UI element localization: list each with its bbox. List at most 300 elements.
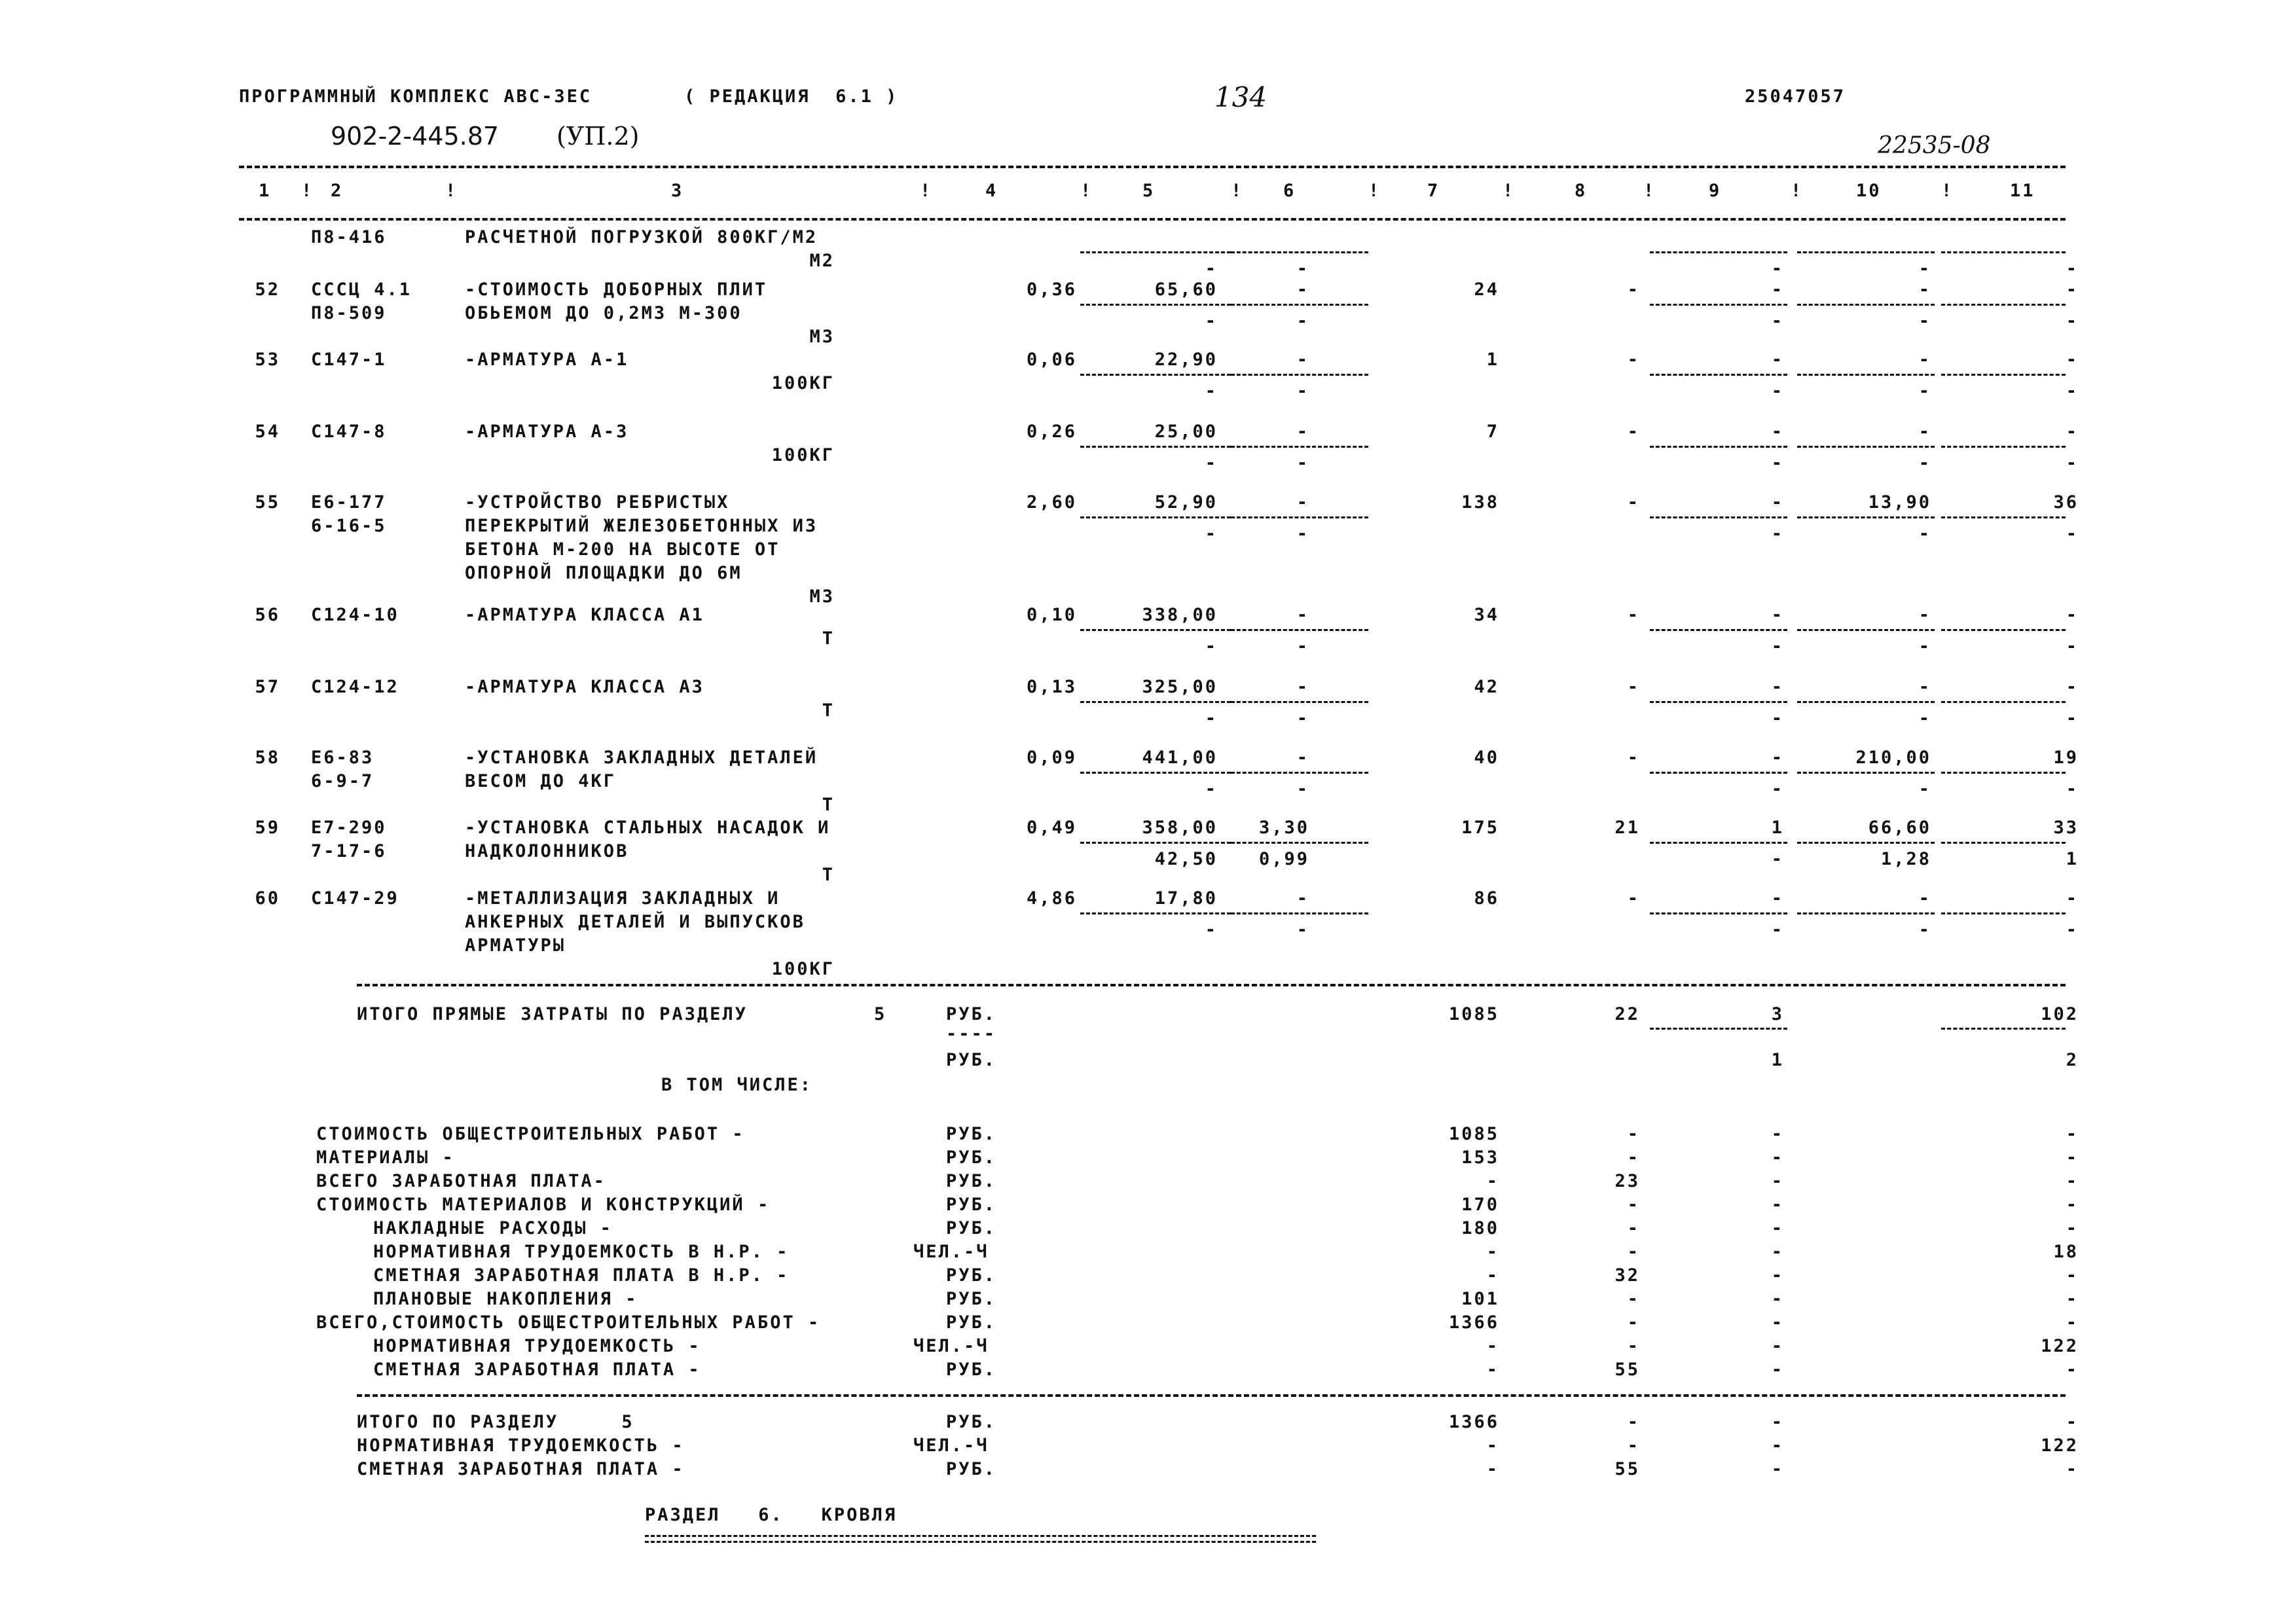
summary-label: НАКЛАДНЫЕ РАСХОДЫ - bbox=[373, 1218, 613, 1238]
row-number: 59 bbox=[255, 818, 280, 838]
total-machines: - bbox=[1771, 280, 1784, 300]
total-machines: - bbox=[1771, 492, 1784, 513]
cell-divider bbox=[1080, 304, 1231, 306]
section-total-unit: ЧЕЛ.-Ч bbox=[913, 1435, 989, 1456]
column-header-10: 10 bbox=[1856, 181, 1882, 201]
unit-price-wages: - bbox=[1205, 259, 1218, 279]
labor-total: 19 bbox=[2053, 748, 2079, 768]
labor-per-unit: - bbox=[1918, 422, 1931, 442]
cell-divider bbox=[1797, 772, 1935, 774]
work-description: -МЕТАЛЛИЗАЦИЯ ЗАКЛАДНЫХ И bbox=[465, 888, 780, 909]
summary-labor: - bbox=[2066, 1312, 2079, 1333]
labor-total: - bbox=[2066, 605, 2079, 625]
summary-unit: РУБ. bbox=[946, 1195, 997, 1215]
quantity: 0,49 bbox=[1026, 818, 1077, 838]
column-separator: ! bbox=[445, 181, 458, 201]
labor-per-unit: 210,00 bbox=[1855, 748, 1931, 768]
summary-unit: ЧЕЛ.-Ч bbox=[913, 1242, 989, 1262]
unit-price-machines: 3,30 bbox=[1258, 818, 1309, 838]
section-total-labor: - bbox=[2066, 1459, 2079, 1479]
norm-code: Е7-290 bbox=[311, 818, 387, 838]
cell-divider bbox=[1797, 629, 1935, 631]
summary-labor: - bbox=[2066, 1124, 2079, 1144]
summary-wages: - bbox=[1627, 1336, 1640, 1356]
quantity: 4,86 bbox=[1026, 888, 1077, 909]
total-machine-wages: - bbox=[1771, 381, 1784, 401]
cell-divider bbox=[1231, 772, 1368, 774]
program-edition: ( РЕДАКЦИЯ 6.1 ) bbox=[684, 86, 899, 107]
norm-code: С147-1 bbox=[311, 350, 387, 370]
summary-cost: 153 bbox=[1461, 1147, 1499, 1168]
summary-unit: РУБ. bbox=[946, 1265, 997, 1286]
row-number: 53 bbox=[255, 350, 280, 370]
cell-divider bbox=[1650, 251, 1787, 253]
cell-divider bbox=[1797, 304, 1935, 306]
cell-divider bbox=[1797, 701, 1935, 703]
unit-price: 25,00 bbox=[1154, 422, 1218, 442]
cell-divider bbox=[1231, 701, 1368, 703]
total-cost: 24 bbox=[1474, 280, 1499, 300]
total-cost: 1 bbox=[1486, 350, 1499, 370]
section-total-machines: - bbox=[1771, 1435, 1784, 1456]
summary-unit: РУБ. bbox=[946, 1171, 997, 1191]
total-machine-wages: - bbox=[1771, 779, 1784, 799]
summary-cost: 101 bbox=[1461, 1289, 1499, 1309]
total-machines: - bbox=[1771, 677, 1784, 697]
cell-divider bbox=[1797, 251, 1935, 253]
column-header-1: 1 bbox=[259, 181, 272, 201]
summary-cost: 180 bbox=[1461, 1218, 1499, 1238]
cell-divider bbox=[1080, 516, 1231, 518]
summary-label: ПЛАНОВЫЕ НАКОПЛЕНИЯ - bbox=[373, 1289, 638, 1309]
work-description: -УСТАНОВКА ЗАКЛАДНЫХ ДЕТАЛЕЙ bbox=[465, 748, 818, 768]
quantity: 0,36 bbox=[1026, 280, 1077, 300]
total-direct-machine-labor: 2 bbox=[2066, 1050, 2079, 1070]
cell-divider bbox=[1231, 842, 1368, 844]
cell-divider bbox=[1650, 446, 1787, 448]
cell-divider bbox=[1941, 251, 2066, 253]
summary-labor: - bbox=[2066, 1171, 2079, 1191]
unit-price-machines: - bbox=[1296, 677, 1309, 697]
norm-code: П8-416 bbox=[311, 227, 387, 247]
norm-code: С147-8 bbox=[311, 422, 387, 442]
section-total-label: ИТОГО ПО РАЗДЕЛУ 5 bbox=[357, 1412, 634, 1432]
summary-unit: ЧЕЛ.-Ч bbox=[913, 1336, 989, 1356]
section-total-unit: РУБ. bbox=[946, 1459, 997, 1479]
cell-divider bbox=[1080, 912, 1231, 914]
total-machine-wages: - bbox=[1771, 453, 1784, 473]
summary-label: СМЕТНАЯ ЗАРАБОТНАЯ ПЛАТА - bbox=[373, 1360, 701, 1380]
summary-label: ВСЕГО,СТОИМОСТЬ ОБЩЕСТРОИТЕЛЬНЫХ РАБОТ - bbox=[316, 1312, 821, 1333]
section-total-cost: - bbox=[1486, 1459, 1499, 1479]
unit-price-machines: - bbox=[1296, 280, 1309, 300]
row-number: 58 bbox=[255, 748, 280, 768]
summary-label: МАТЕРИАЛЫ - bbox=[316, 1147, 455, 1168]
norm-code: Е6-83 bbox=[311, 748, 374, 768]
norm-code: С124-12 bbox=[311, 677, 399, 697]
summary-unit: РУБ. bbox=[946, 1124, 997, 1144]
labor-total: - bbox=[2066, 888, 2079, 909]
total-machine-wages: - bbox=[1771, 524, 1784, 544]
summary-wages: - bbox=[1627, 1124, 1640, 1144]
summary-wages: - bbox=[1627, 1312, 1640, 1333]
column-separator: ! bbox=[1368, 181, 1381, 201]
column-header-rule bbox=[239, 218, 2066, 221]
labor-machine-per-unit: - bbox=[1918, 311, 1931, 331]
summary-machines: - bbox=[1771, 1289, 1784, 1309]
document-code: 25047057 bbox=[1745, 86, 1846, 107]
total-wages: - bbox=[1627, 492, 1640, 513]
summary-cost: - bbox=[1486, 1265, 1499, 1286]
summary-machines: - bbox=[1771, 1360, 1784, 1380]
cell-divider bbox=[1080, 446, 1231, 448]
column-header-5: 5 bbox=[1142, 181, 1156, 201]
unit-price-wages: - bbox=[1205, 381, 1218, 401]
total-cost: 175 bbox=[1461, 818, 1499, 838]
program-name: ПРОГРАММНЫЙ КОМПЛЕКС АВС-ЗЕС bbox=[239, 86, 592, 107]
section-total-cost: - bbox=[1486, 1435, 1499, 1456]
total-wages: - bbox=[1627, 748, 1640, 768]
summary-wages: - bbox=[1627, 1242, 1640, 1262]
unit-of-measure: Т bbox=[822, 628, 835, 649]
cell-divider bbox=[1650, 842, 1787, 844]
cell-divider bbox=[1231, 629, 1368, 631]
column-header-6: 6 bbox=[1283, 181, 1296, 201]
summary-machines: - bbox=[1771, 1312, 1784, 1333]
summary-machines: - bbox=[1771, 1147, 1784, 1168]
labor-machine-total: - bbox=[2066, 453, 2079, 473]
summary-labor: 18 bbox=[2053, 1242, 2079, 1262]
sheet-number: 22535-08 bbox=[1878, 132, 1991, 159]
summary-machines: - bbox=[1771, 1242, 1784, 1262]
column-header-9: 9 bbox=[1709, 181, 1722, 201]
summary-label: НОРМАТИВНАЯ ТРУДОЕМКОСТЬ - bbox=[373, 1336, 701, 1356]
column-header-4: 4 bbox=[985, 181, 998, 201]
labor-machine-per-unit: - bbox=[1918, 779, 1931, 799]
labor-per-unit: 13,90 bbox=[1868, 492, 1931, 513]
summary-unit: РУБ. bbox=[946, 1147, 997, 1168]
cell-divider bbox=[1797, 912, 1935, 914]
labor-total: - bbox=[2066, 350, 2079, 370]
summary-wages: 32 bbox=[1614, 1265, 1640, 1286]
next-section-title: РАЗДЕЛ 6. КРОВЛЯ bbox=[645, 1505, 898, 1525]
row-number: 54 bbox=[255, 422, 280, 442]
work-description: ПЕРЕКРЫТИЙ ЖЕЛЕЗОБЕТОННЫХ ИЗ bbox=[465, 516, 818, 536]
labor-machine-per-unit: - bbox=[1918, 708, 1931, 729]
total-machine-wages: - bbox=[1771, 636, 1784, 657]
cell-divider bbox=[1231, 374, 1368, 376]
cell-divider bbox=[1231, 446, 1368, 448]
total-machine-wages: - bbox=[1771, 311, 1784, 331]
total-wages: - bbox=[1627, 888, 1640, 909]
total-machines: - bbox=[1771, 748, 1784, 768]
row-number: 57 bbox=[255, 677, 280, 697]
summary-labor: - bbox=[2066, 1195, 2079, 1215]
section-total-wages: - bbox=[1627, 1412, 1640, 1432]
next-section-underline bbox=[645, 1535, 1316, 1543]
total-wages: - bbox=[1627, 422, 1640, 442]
summary-cost: 170 bbox=[1461, 1195, 1499, 1215]
total-cost: 138 bbox=[1461, 492, 1499, 513]
norm-code-secondary: 6-9-7 bbox=[311, 771, 374, 791]
labor-machine-total: - bbox=[2066, 636, 2079, 657]
total-machine-wages: - bbox=[1771, 849, 1784, 869]
work-description: -АРМАТУРА А-1 bbox=[465, 350, 629, 370]
quantity: 2,60 bbox=[1026, 492, 1077, 513]
work-description: ВЕСОМ ДО 4КГ bbox=[465, 771, 617, 791]
work-description: АРМАТУРЫ bbox=[465, 935, 566, 956]
unit-price-machines: - bbox=[1296, 492, 1309, 513]
quantity: 0,09 bbox=[1026, 748, 1077, 768]
summary-label: СТОИМОСТЬ ОБЩЕСТРОИТЕЛЬНЫХ РАБОТ - bbox=[316, 1124, 745, 1144]
labor-per-unit: - bbox=[1918, 677, 1931, 697]
unit-price: 441,00 bbox=[1142, 748, 1218, 768]
cell-divider bbox=[1797, 842, 1935, 844]
labor-total: 36 bbox=[2053, 492, 2079, 513]
totals-rule bbox=[357, 984, 2066, 986]
summary-machines: - bbox=[1771, 1265, 1784, 1286]
work-description: -АРМАТУРА А-3 bbox=[465, 422, 629, 442]
work-description: -АРМАТУРА КЛАССА А1 bbox=[465, 605, 704, 625]
unit-of-measure: Т bbox=[822, 865, 835, 885]
row-number: 56 bbox=[255, 605, 280, 625]
unit-price-wages: - bbox=[1205, 636, 1218, 657]
unit-price-machines: - bbox=[1296, 748, 1309, 768]
cell-divider bbox=[1941, 701, 2066, 703]
labor-machine-per-unit: - bbox=[1918, 920, 1931, 940]
total-machine-wages: - bbox=[1771, 920, 1784, 940]
column-header-2: 2 bbox=[331, 181, 344, 201]
summary-cost: - bbox=[1486, 1336, 1499, 1356]
column-header-8: 8 bbox=[1575, 181, 1588, 201]
cell-divider bbox=[1797, 516, 1935, 518]
unit-price-machine-wages: - bbox=[1296, 636, 1309, 657]
unit-of-measure: М3 bbox=[809, 327, 835, 347]
section-total-labor: 122 bbox=[2041, 1435, 2079, 1456]
labor-per-unit: - bbox=[1918, 605, 1931, 625]
total-direct-machine-wages: 1 bbox=[1771, 1050, 1784, 1070]
cell-divider bbox=[1080, 629, 1231, 631]
summary-labor: - bbox=[2066, 1265, 2079, 1286]
unit-price-machine-wages: - bbox=[1296, 311, 1309, 331]
labor-machine-total: - bbox=[2066, 311, 2079, 331]
work-description: ОБЬЕМОМ ДО 0,2М3 М-300 bbox=[465, 303, 742, 323]
total-cost: 86 bbox=[1474, 888, 1499, 909]
unit-price: 338,00 bbox=[1142, 605, 1218, 625]
column-separator: ! bbox=[1080, 181, 1093, 201]
labor-machine-per-unit: - bbox=[1918, 524, 1931, 544]
cell-divider bbox=[1080, 772, 1231, 774]
total-cost: 40 bbox=[1474, 748, 1499, 768]
quantity: 0,10 bbox=[1026, 605, 1077, 625]
unit-of-measure: М2 bbox=[809, 251, 835, 271]
labor-machine-total: - bbox=[2066, 708, 2079, 729]
cell-divider bbox=[1941, 629, 2066, 631]
summary-wages: - bbox=[1627, 1218, 1640, 1238]
work-description: -СТОИМОСТЬ ДОБОРНЫХ ПЛИТ bbox=[465, 280, 768, 300]
summary-machines: - bbox=[1771, 1336, 1784, 1356]
unit-price-machine-wages: 0,99 bbox=[1258, 849, 1309, 869]
summary-wages: - bbox=[1627, 1195, 1640, 1215]
summary-unit: РУБ. bbox=[946, 1289, 997, 1309]
labor-machine-total: - bbox=[2066, 381, 2079, 401]
labor-total: - bbox=[2066, 677, 2079, 697]
section-total-wages: 55 bbox=[1614, 1459, 1640, 1479]
labor-per-unit: - bbox=[1918, 350, 1931, 370]
column-separator: ! bbox=[920, 181, 933, 201]
cell-divider bbox=[1650, 701, 1787, 703]
cell-divider bbox=[1797, 446, 1935, 448]
column-header-7: 7 bbox=[1427, 181, 1440, 201]
total-direct-section: 5 bbox=[874, 1004, 887, 1024]
total-cost: 34 bbox=[1474, 605, 1499, 625]
norm-code: Е6-177 bbox=[311, 492, 387, 513]
total-direct-unit-secondary: РУБ. bbox=[946, 1050, 997, 1070]
labor-machine-total: - bbox=[2066, 920, 2079, 940]
summary-labor: - bbox=[2066, 1218, 2079, 1238]
album-number: (УП.2) bbox=[556, 122, 640, 151]
summary-machines: - bbox=[1771, 1218, 1784, 1238]
summary-labor: - bbox=[2066, 1360, 2079, 1380]
summary-unit: РУБ. bbox=[946, 1312, 997, 1333]
total-direct-labor: 102 bbox=[2041, 1004, 2079, 1024]
total-machines: - bbox=[1771, 888, 1784, 909]
unit-price-machine-wages: - bbox=[1296, 708, 1309, 729]
total-machine-wages: - bbox=[1771, 259, 1784, 279]
section-total-rule bbox=[357, 1394, 2066, 1397]
table-top-rule bbox=[239, 166, 2066, 168]
cell-divider bbox=[1941, 1028, 2066, 1030]
summary-cost: 1085 bbox=[1448, 1124, 1499, 1144]
work-description: РАСЧЕТНОЙ ПОГРУЗКОЙ 800КГ/М2 bbox=[465, 227, 818, 247]
norm-code-secondary: П8-509 bbox=[311, 303, 387, 323]
cell-divider bbox=[1650, 629, 1787, 631]
cell-divider bbox=[1941, 446, 2066, 448]
summary-machines: - bbox=[1771, 1195, 1784, 1215]
cell-divider bbox=[1941, 374, 2066, 376]
unit-price-machines: - bbox=[1296, 888, 1309, 909]
unit-price-machine-wages: - bbox=[1296, 453, 1309, 473]
cell-divider bbox=[1941, 304, 2066, 306]
column-separator: ! bbox=[1503, 181, 1516, 201]
unit-of-measure: 100КГ bbox=[771, 445, 835, 465]
labor-per-unit: - bbox=[1918, 280, 1931, 300]
total-machines: - bbox=[1771, 605, 1784, 625]
labor-total: 33 bbox=[2053, 818, 2079, 838]
work-description: -АРМАТУРА КЛАССА А3 bbox=[465, 677, 704, 697]
summary-cost: 1366 bbox=[1448, 1312, 1499, 1333]
cell-divider bbox=[1231, 912, 1368, 914]
summary-labor: - bbox=[2066, 1289, 2079, 1309]
unit-price-machines: - bbox=[1296, 350, 1309, 370]
total-direct-cost: 1085 bbox=[1448, 1004, 1499, 1024]
cell-divider bbox=[1080, 374, 1231, 376]
unit-price-machine-wages: - bbox=[1296, 779, 1309, 799]
labor-machine-per-unit: - bbox=[1918, 381, 1931, 401]
work-description: -УСТРОЙСТВО РЕБРИСТЫХ bbox=[465, 492, 730, 513]
total-cost: 7 bbox=[1486, 422, 1499, 442]
total-wages: - bbox=[1627, 350, 1640, 370]
cell-divider bbox=[1231, 251, 1368, 253]
work-description: НАДКОЛОННИКОВ bbox=[465, 841, 629, 861]
total-machine-wages: - bbox=[1771, 708, 1784, 729]
total-direct-wages: 22 bbox=[1614, 1004, 1640, 1024]
cell-divider bbox=[1080, 251, 1231, 253]
row-number: 60 bbox=[255, 888, 280, 909]
section-total-label: СМЕТНАЯ ЗАРАБОТНАЯ ПЛАТА - bbox=[357, 1459, 685, 1479]
including-label: В ТОМ ЧИСЛЕ: bbox=[661, 1075, 813, 1095]
page-number: 134 bbox=[1214, 81, 1267, 113]
summary-label: НОРМАТИВНАЯ ТРУДОЕМКОСТЬ В Н.Р. - bbox=[373, 1242, 790, 1262]
norm-code: СССЦ 4.1 bbox=[311, 280, 412, 300]
unit-price-wages: - bbox=[1205, 920, 1218, 940]
summary-unit: РУБ. bbox=[946, 1218, 997, 1238]
section-total-machines: - bbox=[1771, 1459, 1784, 1479]
labor-total: - bbox=[2066, 422, 2079, 442]
summary-cost: - bbox=[1486, 1171, 1499, 1191]
unit-price-machines: - bbox=[1296, 605, 1309, 625]
summary-machines: - bbox=[1771, 1124, 1784, 1144]
cell-divider bbox=[1650, 772, 1787, 774]
unit-price-machines: - bbox=[1296, 422, 1309, 442]
summary-labor: 122 bbox=[2041, 1336, 2079, 1356]
unit-price: 22,90 bbox=[1154, 350, 1218, 370]
labor-machine-total: - bbox=[2066, 524, 2079, 544]
work-description: -УСТАНОВКА СТАЛЬНЫХ НАСАДОК И bbox=[465, 818, 831, 838]
unit-price-wages: - bbox=[1205, 779, 1218, 799]
total-wages: 21 bbox=[1614, 818, 1640, 838]
unit-price-machine-wages: - bbox=[1296, 920, 1309, 940]
cell-divider bbox=[1231, 516, 1368, 518]
summary-label: СМЕТНАЯ ЗАРАБОТНАЯ ПЛАТА В Н.Р. - bbox=[373, 1265, 790, 1286]
quantity: 0,06 bbox=[1026, 350, 1077, 370]
column-separator: ! bbox=[1791, 181, 1804, 201]
work-description: ОПОРНОЙ ПЛОЩАДКИ ДО 6М bbox=[465, 563, 742, 583]
labor-machine-per-unit: - bbox=[1918, 453, 1931, 473]
section-total-labor: - bbox=[2066, 1412, 2079, 1432]
total-direct-machines: 3 bbox=[1771, 1004, 1784, 1024]
section-total-label: НОРМАТИВНАЯ ТРУДОЕМКОСТЬ - bbox=[357, 1435, 685, 1456]
labor-per-unit: 66,60 bbox=[1868, 818, 1931, 838]
total-wages: - bbox=[1627, 605, 1640, 625]
cell-divider bbox=[1650, 912, 1787, 914]
section-total-unit: РУБ. bbox=[946, 1412, 997, 1432]
summary-cost: - bbox=[1486, 1360, 1499, 1380]
cell-divider bbox=[1650, 304, 1787, 306]
norm-code: С147-29 bbox=[311, 888, 399, 909]
unit-price: 52,90 bbox=[1154, 492, 1218, 513]
section-total-cost: 1366 bbox=[1448, 1412, 1499, 1432]
unit-of-measure: 100КГ bbox=[771, 959, 835, 979]
norm-code: С124-10 bbox=[311, 605, 399, 625]
unit-price: 358,00 bbox=[1142, 818, 1218, 838]
unit-price-wages: - bbox=[1205, 708, 1218, 729]
total-wages: - bbox=[1627, 677, 1640, 697]
cell-divider bbox=[1797, 374, 1935, 376]
cell-divider bbox=[1080, 701, 1231, 703]
cell-divider bbox=[1941, 772, 2066, 774]
project-number: 902-2-445.87 bbox=[331, 122, 500, 151]
unit-of-measure: Т bbox=[822, 700, 835, 721]
unit-price: 325,00 bbox=[1142, 677, 1218, 697]
total-direct-unit: РУБ. bbox=[946, 1004, 997, 1024]
labor-machine-total: - bbox=[2066, 779, 2079, 799]
unit-of-measure: М3 bbox=[809, 586, 835, 607]
column-separator: ! bbox=[1643, 181, 1656, 201]
cell-divider bbox=[1650, 374, 1787, 376]
summary-label: СТОИМОСТЬ МАТЕРИАЛОВ И КОНСТРУКЦИЙ - bbox=[316, 1195, 771, 1215]
unit-price: 17,80 bbox=[1154, 888, 1218, 909]
